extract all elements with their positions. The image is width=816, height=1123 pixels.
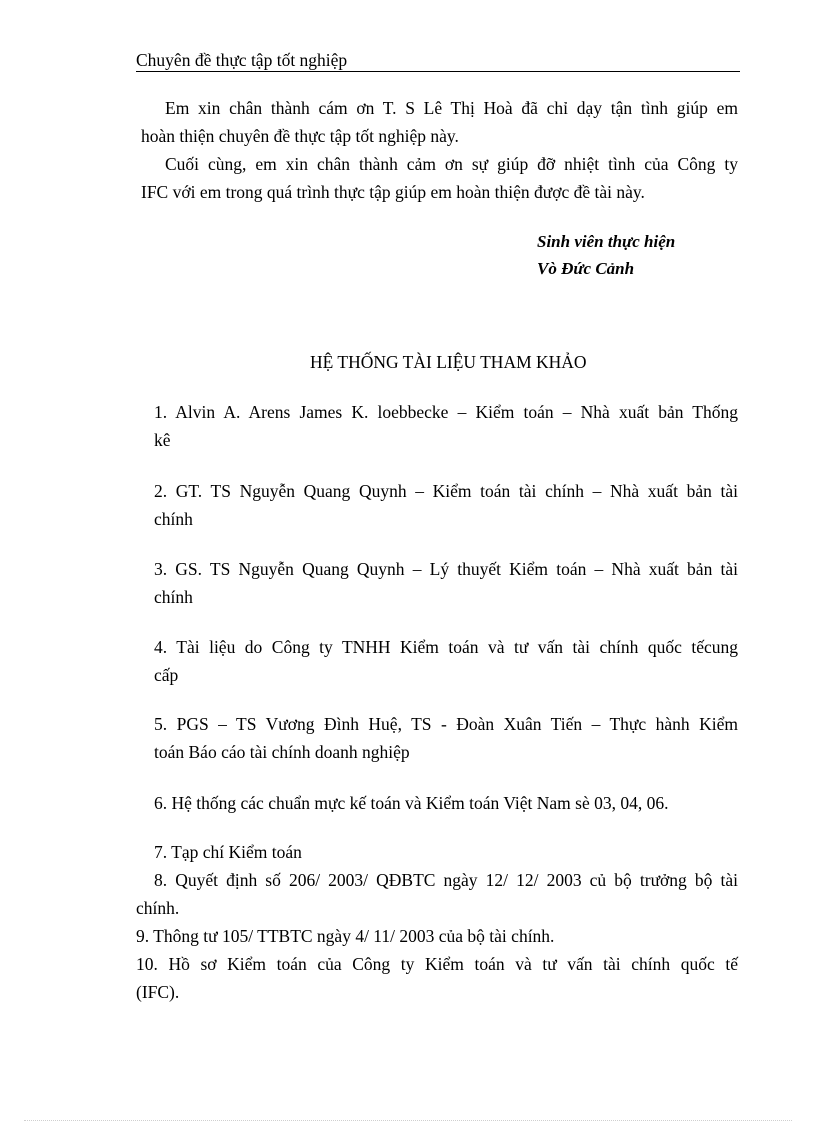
- header-divider: [136, 71, 740, 72]
- page-bottom-divider: [24, 1120, 792, 1121]
- ack-paragraph-2-line-1: Cuối cùng, em xin chân thành cảm ơn sự giúp đỡ nhiệt tình của Công ty: [165, 154, 738, 174]
- reference-7: 7. Tạp chí Kiểm toán: [154, 842, 302, 862]
- reference-5-line-2: toán Báo cáo tài chính doanh nghiệp: [154, 742, 410, 762]
- signature-role: Sinh viên thực hiện: [537, 232, 676, 251]
- running-header: Chuyên đề thực tập tốt nghiệp: [136, 50, 348, 70]
- reference-10-line-1: 10. Hồ sơ Kiểm toán của Công ty Kiểm toán và tư vấn tài chính quốc tế: [136, 954, 738, 974]
- reference-4-line-1: 4. Tài liệu do Công ty TNHH Kiểm toán và tư vấn tài chính quốc tếcung: [154, 637, 738, 657]
- reference-2-line-1: 2. GT. TS Nguyễn Quang Quynh – Kiểm toán tài chính – Nhà xuất bản tài: [154, 481, 738, 501]
- reference-10-line-2: (IFC).: [136, 982, 180, 1002]
- reference-6: 6. Hệ thống các chuẩn mực kế toán và Kiểm toán Việt Nam sè 03, 04, 06.: [154, 793, 669, 813]
- ack-paragraph-1-line-1: Em xin chân thành cám ơn T. S Lê Thị Hoà đã chỉ dạy tận tình giúp em: [165, 98, 738, 118]
- reference-4-line-2: cấp: [154, 665, 179, 685]
- reference-8-line-2: chính.: [136, 898, 180, 918]
- references-title: HỆ THỐNG TÀI LIỆU THAM KHẢO: [310, 352, 587, 372]
- ack-paragraph-2-line-2: IFC với em trong quá trình thực tập giúp em hoàn thiện được đề tài này.: [141, 182, 645, 202]
- reference-9: 9. Thông tư 105/ TTBTC ngày 4/ 11/ 2003 của bộ tài chính.: [136, 926, 555, 946]
- reference-1-line-2: kê: [154, 430, 171, 450]
- reference-3-line-2: chính: [154, 587, 193, 607]
- reference-5-line-1: 5. PGS – TS Vương Đình Huệ, TS - Đoàn Xuân Tiến – Thực hành Kiểm: [154, 714, 738, 734]
- signature-name: Vò Đức Cảnh: [537, 259, 635, 278]
- reference-8-line-1: 8. Quyết định số 206/ 2003/ QĐBTC ngày 12/ 12/ 2003 củ bộ trưởng bộ tài: [154, 870, 738, 890]
- ack-paragraph-1-line-2: hoàn thiện chuyên đề thực tập tốt nghiệp này.: [141, 126, 459, 146]
- reference-3-line-1: 3. GS. TS Nguyễn Quang Quynh – Lý thuyết Kiểm toán – Nhà xuất bản tài: [154, 559, 738, 579]
- reference-1-line-1: 1. Alvin A. Arens James K. loebbecke – Kiểm toán – Nhà xuất bản Thống: [154, 402, 738, 422]
- reference-2-line-2: chính: [154, 509, 193, 529]
